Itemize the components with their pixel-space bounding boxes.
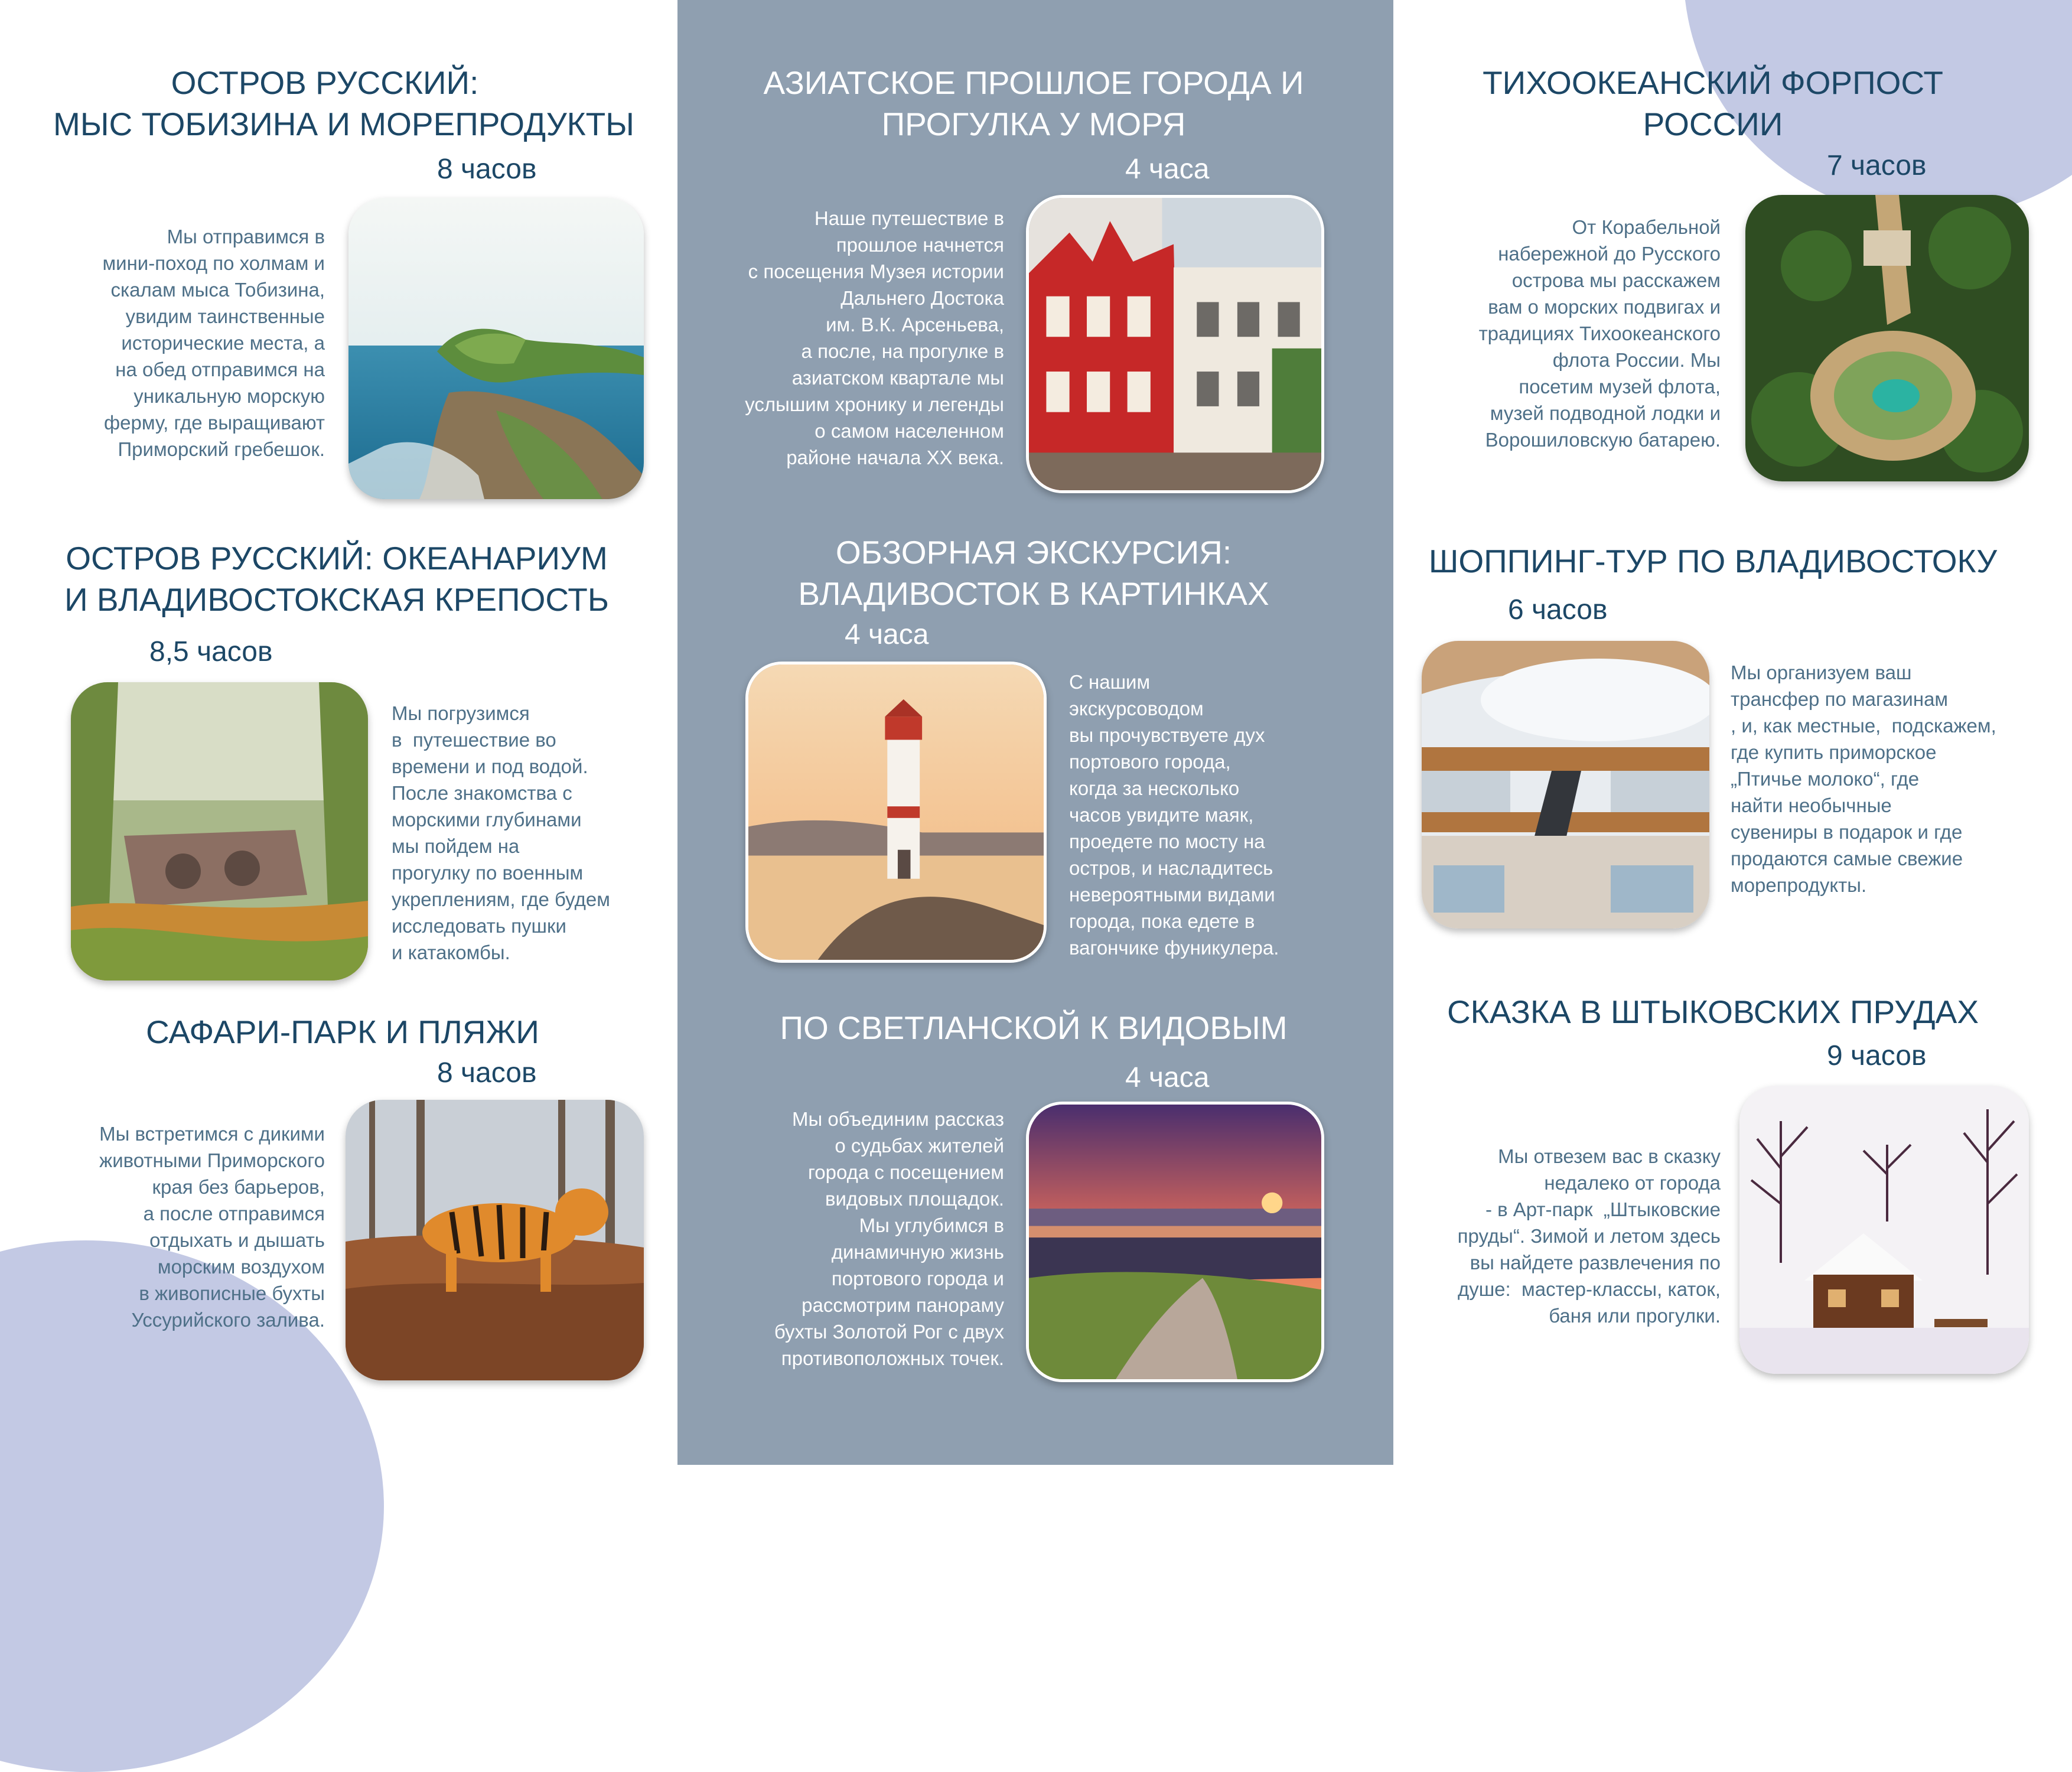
tour-description: Мы встретимся с дикими животными Приморского края без барьеров, а после отправимся отдыхать и дышать морским воздухом в живописные бухты Уссурийского залива.	[99, 1123, 325, 1331]
tour-duration: 8,5 часов	[149, 636, 273, 667]
tour-title: ШОППИНГ-ТУР ПО ВЛАДИВОСТОКУ	[1428, 543, 1998, 579]
tour-description: С нашим экскурсоводом вы прочувствуете дух портового города, когда за несколько часов увидите маяк, проедете по мосту на остров, и насладитесь невероятными видами города, пока едете в вагончике фуникулера.	[1069, 671, 1279, 959]
red-building-photo	[1026, 195, 1324, 493]
lighthouse-photo	[745, 662, 1047, 963]
tour-duration: 4 часа	[1125, 154, 1210, 185]
tour-duration: 4 часа	[1125, 1062, 1210, 1093]
tiger-photo	[346, 1100, 644, 1380]
tour-title: ОБЗОРНАЯ ЭКСКУРСИЯ: ВЛАДИВОСТОК В КАРТИНКАХ	[798, 534, 1269, 612]
tour-description: Мы объединим рассказ о судьбах жителей города с посещением видовых площадок. Мы углубимся в динамичную жизнь портового города и рассмотрим панораму бухты Золотой Рог с двух противоположных точек.	[774, 1108, 1004, 1369]
winter-cabin-photo	[1739, 1086, 2029, 1374]
tour-duration: 8 часов	[437, 1057, 537, 1089]
tour-title: СКАЗКА В ШТЫКОВСКИХ ПРУДАХ	[1447, 994, 1979, 1030]
tour-title: АЗИАТСКОЕ ПРОШЛОЕ ГОРОДА И ПРОГУЛКА У МОРЯ	[763, 64, 1304, 142]
tour-title: САФАРИ-ПАРК И ПЛЯЖИ	[146, 1014, 539, 1050]
tour-duration: 8 часов	[437, 154, 537, 185]
tour-title: ОСТРОВ РУССКИЙ: МЫС ТОБИЗИНА И МОРЕПРОДУКТЫ	[53, 64, 634, 142]
aerial-battery-photo	[1745, 195, 2029, 481]
tour-description: Наше путешествие в прошлое начнется с посещения Музея истории Дальнего Достока им. В.К. Арсеньева, а после, на прогулке в азиатском квартале мы услышим хронику и легенды о самом населенном районе начала XX века.	[745, 207, 1004, 468]
tour-title: ПО СВЕТЛАНСКОЙ К ВИДОВЫМ	[780, 1009, 1288, 1046]
tour-title: ТИХООКЕАНСКИЙ ФОРПОСТ РОССИИ	[1483, 64, 1943, 142]
tour-duration: 9 часов	[1827, 1040, 1927, 1071]
tour-description: Мы отправимся в мини-поход по холмам и скалам мыса Тобизина, увидим таинственные исторические места, а на обед отправимся на уникальную морскую ферму, где выращивают Приморский гребешок.	[102, 226, 325, 460]
tour-duration: 4 часа	[845, 619, 929, 650]
cape-photo	[348, 198, 644, 499]
tour-duration: 6 часов	[1508, 594, 1608, 626]
tour-title: ОСТРОВ РУССКИЙ: ОКЕАНАРИУМ И ВЛАДИВОСТОКСКАЯ КРЕПОСТЬ	[64, 540, 609, 618]
tour-description: Мы организуем ваш трансфер по магазинам , и, как местные, подскажем, где купить приморское „Птичье молоко“, где найти необычные сувениры в подарок и где продаются самые свежие морепродукты.	[1731, 662, 1996, 896]
fortress-photo	[71, 682, 368, 981]
sunset-city-photo	[1026, 1102, 1324, 1382]
tour-duration: 7 часов	[1827, 150, 1927, 181]
mall-photo	[1422, 641, 1709, 929]
tour-description: Мы отвезем вас в сказку недалеко от города - в Арт-парк „Штыковские пруды“. Зимой и летом здесь вы найдете развлечения по душе: мастер-классы, каток, баня или прогулки.	[1457, 1145, 1721, 1327]
tour-description: От Корабельной набережной до Русского острова мы расскажем вам о морских подвигах и традициях Тихоокеанского флота России. Мы посетим музей флота, музей подводной лодки и Ворошиловскую батарею.	[1478, 216, 1721, 451]
tour-description: Мы погрузимся в путешествие во времени и под водой. После знакомства с морскими глубинами мы пойдем на прогулку по военным укреплениям, где будем исследовать пушки и катакомбы.	[392, 702, 610, 963]
